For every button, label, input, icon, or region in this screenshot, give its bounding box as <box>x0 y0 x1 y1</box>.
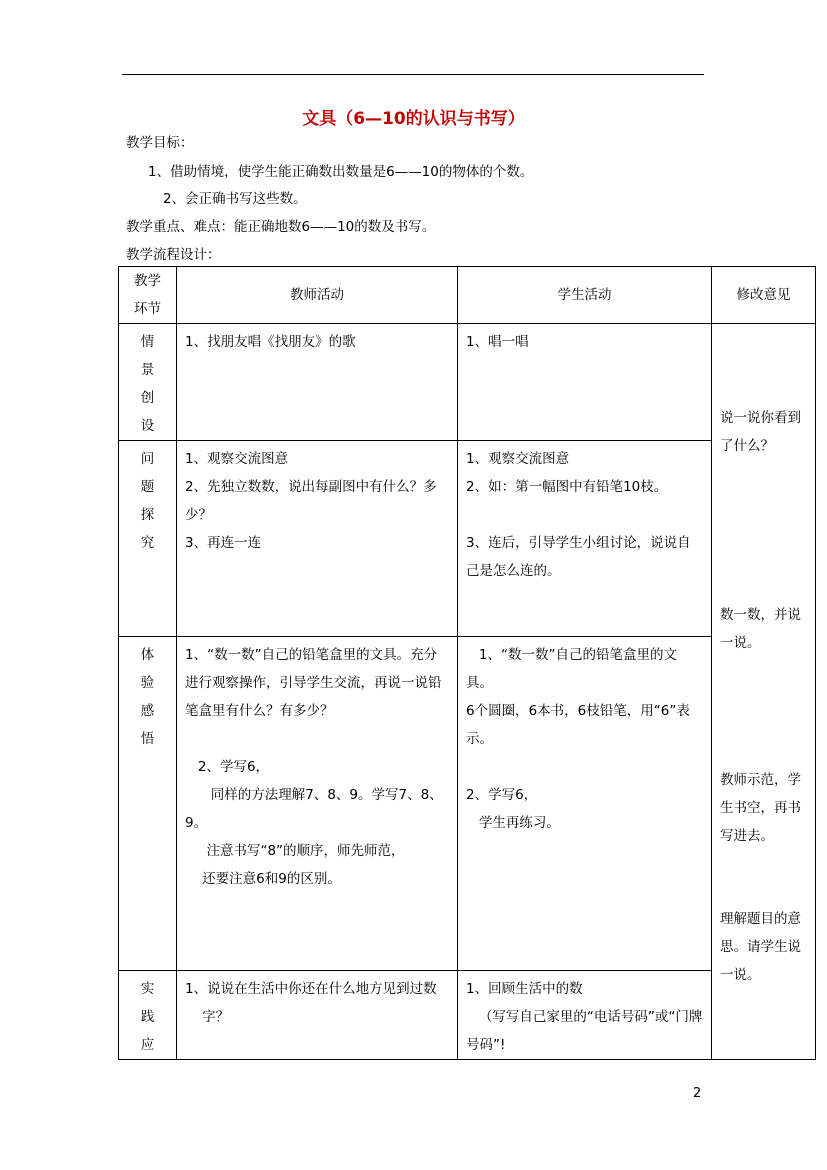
teacher-line: 注意书写“8”的顺序，师先师范， <box>185 843 405 859</box>
document-title: 文具（6—10的认识与书写） <box>302 109 525 129</box>
note-3: 教师示范，学生书空，再书写进去。 <box>720 772 801 844</box>
student-line: 2、学写6， <box>466 787 538 803</box>
goals-heading: 教学目标： <box>126 135 194 151</box>
stage-char: 感 <box>140 703 155 719</box>
stage-char: 验 <box>140 675 155 691</box>
student-cell <box>458 971 712 1060</box>
teacher-line: 字？ <box>185 1009 230 1025</box>
stage-char: 应 <box>140 1037 155 1053</box>
teacher-line: 1、观察交流图意 <box>185 451 289 467</box>
header-stage <box>119 267 177 324</box>
student-line <box>466 753 703 781</box>
table-header-row <box>119 267 816 324</box>
key-points: 教学重点、难点：能正确地数6——10的数及书写。 <box>126 219 436 235</box>
teacher-cell <box>177 971 458 1060</box>
stage-char: 究 <box>140 535 155 551</box>
header-stage-line1: 教学 <box>134 273 161 289</box>
teacher-line: 同样的方法理解7、8、9。学写7、8、9。 <box>185 787 443 831</box>
teacher-cell <box>177 637 458 971</box>
teacher-line: 1、说说在生活中你还在什么地方见到过数 <box>185 981 437 997</box>
student-line: 1、唱一唱 <box>466 334 529 350</box>
student-line <box>466 501 703 529</box>
note-2: 数一数，并说一说。 <box>720 607 801 651</box>
student-line: 学生再练习。 <box>466 815 560 831</box>
flow-heading: 教学流程设计： <box>126 247 221 263</box>
notes-cell <box>712 324 816 1060</box>
teacher-line: 3、再连一连 <box>185 535 262 551</box>
lesson-flow-table <box>118 266 816 1060</box>
header-teacher: 教师活动 <box>177 267 458 324</box>
stage-cell <box>119 324 177 441</box>
note-4: 理解题目的意思。请学生说一说。 <box>720 911 801 983</box>
stage-char: 设 <box>140 418 155 434</box>
goal-1: 1、借助情境，使学生能正确数出数量是6——10的物体的个数。 <box>148 164 534 180</box>
student-cell <box>458 324 712 441</box>
stage-cell <box>119 637 177 971</box>
stage-char: 题 <box>140 479 155 495</box>
teacher-line: 1、“数一数”自己的铅笔盒里的文具。充分进行观察操作，引导学生交流，再说一说铅笔盒里有什么？有多少？ <box>185 647 442 719</box>
table-row <box>119 324 816 441</box>
teacher-line: 还要注意6和9的区别。 <box>185 871 341 887</box>
stage-cell <box>119 971 177 1060</box>
header-student: 学生活动 <box>458 267 712 324</box>
stage-char: 悟 <box>140 731 155 747</box>
page-number: 2 <box>693 1086 702 1101</box>
stage-cell <box>119 441 177 637</box>
student-line: 3、连后，引导学生小组讨论，说说自己是怎么连的。 <box>466 535 691 579</box>
stage-char: 问 <box>140 451 155 467</box>
stage-char: 探 <box>140 507 155 523</box>
student-cell <box>458 441 712 637</box>
header-notes: 修改意见 <box>712 267 816 324</box>
teacher-line: 2、学写6， <box>185 759 270 775</box>
student-line: 6个圆圈，6本书，6枝铅笔，用“6”表示。 <box>466 703 690 747</box>
student-line: 2、如：第一幅图中有铅笔10枝。 <box>466 479 668 495</box>
teacher-cell <box>177 324 458 441</box>
teacher-line: 1、找朋友唱《找朋友》的歌 <box>185 334 356 350</box>
note-1: 说一说你看到了什么？ <box>720 410 801 454</box>
stage-char: 实 <box>140 981 155 997</box>
student-cell <box>458 637 712 971</box>
student-line: 1、“数一数”自己的铅笔盒里的文具。 <box>466 647 677 691</box>
stage-char: 情 <box>140 334 155 350</box>
teacher-cell <box>177 441 458 637</box>
teacher-line: 2、先独立数数，说出每副图中有什么？多少？ <box>185 479 437 523</box>
header-rule <box>122 74 704 75</box>
header-stage-line2: 环节 <box>134 301 161 317</box>
stage-char: 体 <box>140 647 155 663</box>
goal-2: 2、会正确书写这些数。 <box>163 191 307 207</box>
stage-char: 景 <box>140 362 155 378</box>
student-line: （写写自己家里的“电话号码”或“门牌号码”! <box>466 1009 703 1053</box>
teacher-line <box>185 725 449 753</box>
stage-char: 创 <box>140 390 155 406</box>
student-line: 1、回顾生活中的数 <box>466 981 583 997</box>
student-line: 1、观察交流图意 <box>466 451 570 467</box>
stage-char: 践 <box>140 1009 155 1025</box>
